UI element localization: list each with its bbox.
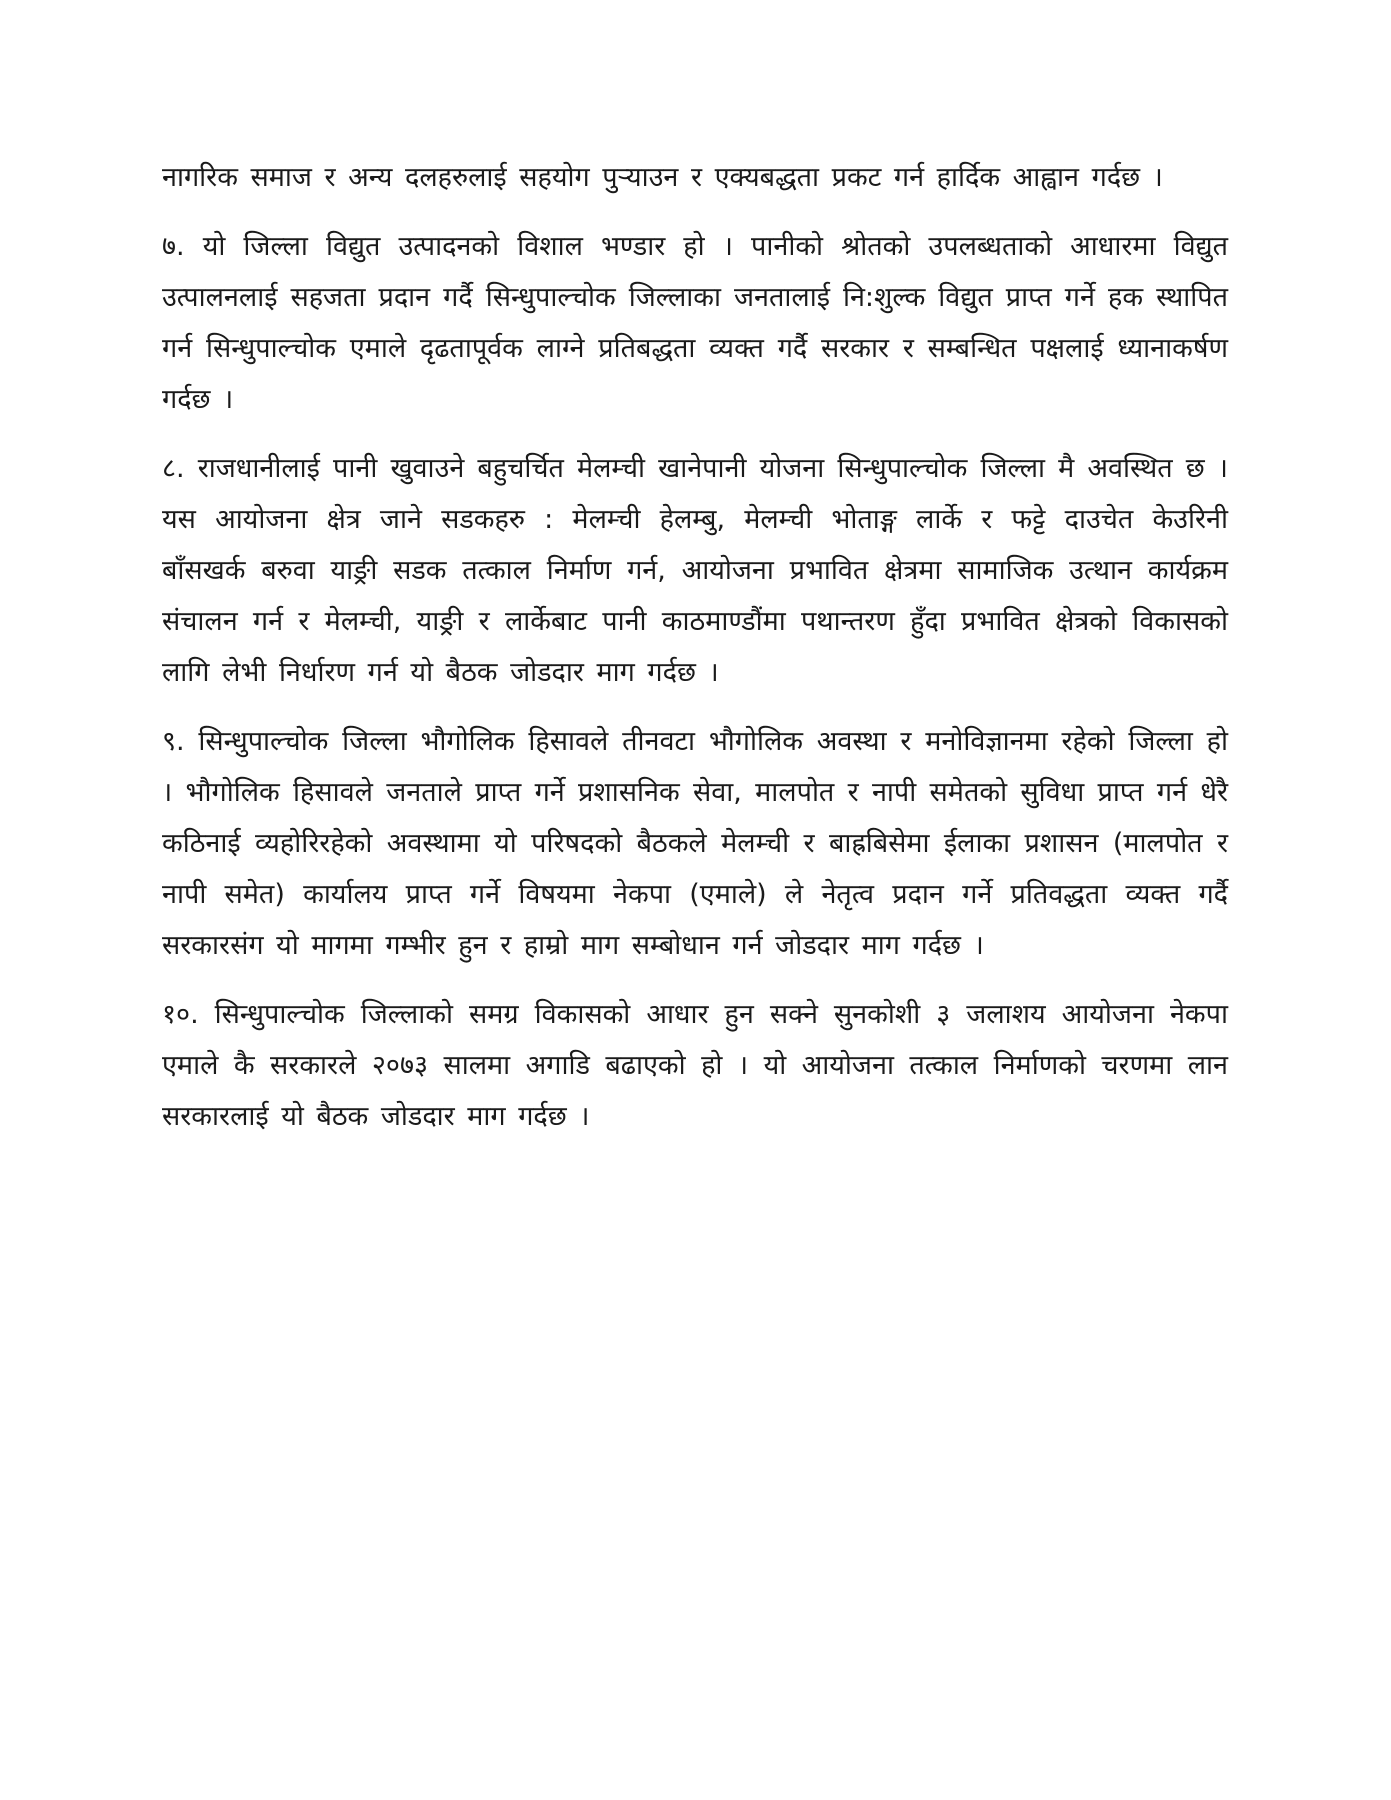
paragraph-intro-continuation: नागरिक समाज र अन्य दलहरुलाई सहयोग पुऱ्याउन र एक्यबद्धता प्रकट गर्न हार्दिक आह्वान गर्दछ ।: [162, 162, 1163, 193]
paragraph-item-10: १०. सिन्धुपाल्चोक जिल्लाको समग्र विकासको आधार हुन सक्ने सुनकोशी ३ जलाशय आयोजना नेकपा एमाले कै सरकारले २०७३ सालमा अगाडि बढाएको हो । यो आयोजना तत्काल निर्माणको चरणमा लान सरकारलाई यो बैठक जोडदार माग गर्दछ ।: [162, 999, 1228, 1132]
paragraph-item-9: ९. सिन्धुपाल्चोक जिल्ला भौगोलिक हिसावले तीनवटा भौगोलिक अवस्था र मनोविज्ञानमा रहेको जिल्ला हो । भौगोलिक हिसावले जनताले प्राप्त गर्ने प्रशासनिक सेवा, मालपोत र नापी समेतको सुविधा प्राप्त गर्न धेरै कठिनाई व्यहोरिरहेको अवस्थामा यो परिषदको बैठकले मेलम्ची र बाह्रबिसेमा ईलाका प्रशासन (मालपोत र नापी समेत) कार्यालय प्राप्त गर्ने विषयमा नेकपा (एमाले) ले नेतृत्व प्रदान गर्ने प्रतिवद्धता व्यक्त गर्दै सरकारसंग यो मागमा गम्भीर हुन र हाम्रो माग सम्बोधान गर्न जोडदार माग गर्दछ ।: [162, 726, 1228, 961]
paragraph-item-7: ७. यो जिल्ला विद्युत उत्पादनको विशाल भण्डार हो । पानीको श्रोतको उपलब्धताको आधारमा विद्युत उत्पालनलाई सहजता प्रदान गर्दै सिन्धुपाल्चोक जिल्लाका जनतालाई नि:शुल्क विद्युत प्राप्त गर्ने हक स्थापित गर्न सिन्धुपाल्चोक एमाले दृढतापूर्वक लाग्ने प्रतिबद्धता व्यक्त गर्दै सरकार र सम्बन्धित पक्षलाई ध्यानाकर्षण गर्दछ ।: [162, 231, 1228, 415]
document-body: [162, 152, 1228, 1160]
paragraph-item-8: ८. राजधानीलाई पानी खुवाउने बहुचर्चित मेलम्ची खानेपानी योजना सिन्धुपाल्चोक जिल्ला मै अवस्थित छ । यस आयोजना क्षेत्र जाने सडकहरु : मेलम्ची हेलम्बु, मेलम्ची भोताङ्ग लार्के र फट्टे दाउचेत केउरिनी बाँसखर्क बरुवा याङ्री सडक तत्काल निर्माण गर्न, आयोजना प्रभावित क्षेत्रमा सामाजिक उत्थान कार्यक्रम संचालन गर्न र मेलम्ची, याङ्री र लार्केबाट पानी काठमाण्डौंमा पथान्तरण हुँदा प्रभावित क्षेत्रको विकासको लागि लेभी निर्धारण गर्न यो बैठक जोडदार माग गर्दछ ।: [162, 453, 1228, 688]
